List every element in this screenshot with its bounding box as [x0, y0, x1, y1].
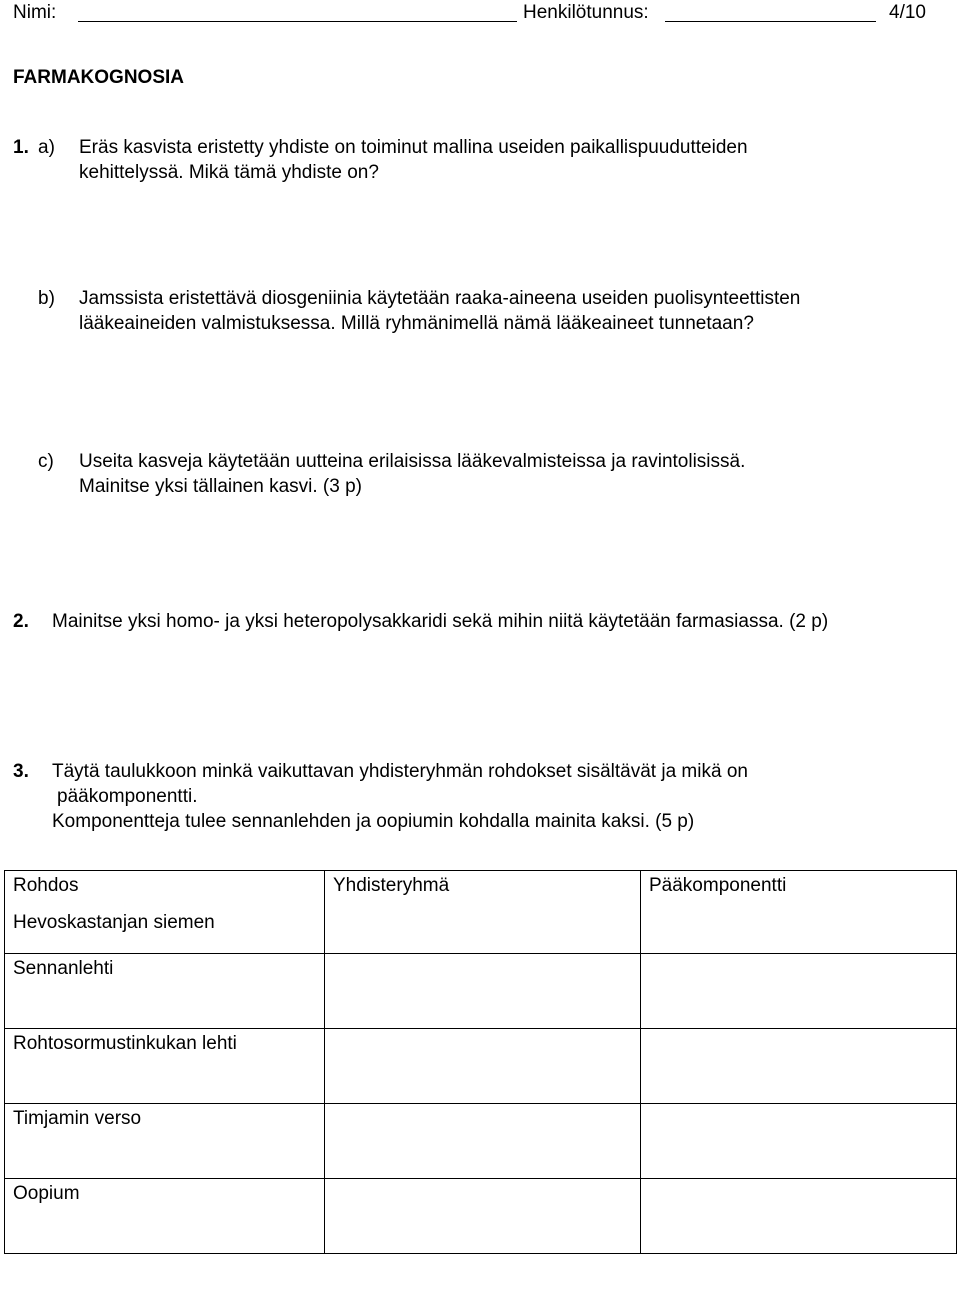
q1-c-line2: Mainitse yksi tällainen kasvi. (3 p)	[79, 476, 362, 497]
table-row	[5, 908, 957, 954]
q1-c-line1: Useita kasveja käytetään uutteina erilaisissa lääkevalmisteissa ja ravintolisissä.	[79, 451, 746, 472]
row-label: Sennanlehti	[5, 954, 325, 1029]
answer-table	[4, 870, 957, 1254]
q3-line1: Täytä taulukkoon minkä vaikuttavan yhdisteryhmän rohdokset sisältävät ja mikä on	[52, 761, 748, 782]
table-row	[5, 1179, 957, 1254]
q2-text: Mainitse yksi homo- ja yksi heteropolysakkaridi sekä mihin niitä käytetään farmasiassa. (2 p)	[52, 611, 829, 632]
q1-a-label: a)	[38, 137, 55, 158]
q1-b-line1: Jamssista eristettävä diosgeniinia käytetään raaka-aineena useiden puolisynteettisten	[79, 288, 801, 309]
header-rohdos: Rohdos	[5, 871, 325, 909]
answer-cell[interactable]	[641, 1029, 957, 1104]
q3-line2: pääkomponentti.	[57, 786, 198, 807]
answer-cell[interactable]	[641, 954, 957, 1029]
table-row	[5, 1104, 957, 1179]
answer-cell[interactable]	[641, 1104, 957, 1179]
header-yhdisteryhma: Yhdisteryhmä	[325, 871, 641, 909]
q3-line3: Komponentteja tulee sennanlehden ja oopiumin kohdalla mainita kaksi. (5 p)	[52, 811, 695, 832]
name-label: Nimi:	[13, 2, 57, 23]
q2-number: 2.	[13, 611, 29, 632]
row-label: Rohtosormustinkukan lehti	[5, 1029, 325, 1104]
answer-cell[interactable]	[325, 954, 641, 1029]
row-label: Oopium	[5, 1179, 325, 1254]
q1-a-line1: Eräs kasvista eristetty yhdiste on toiminut mallina useiden paikallispuudutteiden	[79, 137, 748, 158]
id-field[interactable]	[665, 21, 876, 22]
q1-c-label: c)	[38, 451, 54, 472]
q3-number: 3.	[13, 761, 29, 782]
answer-cell[interactable]	[641, 1179, 957, 1254]
table-header-row	[5, 871, 957, 909]
row-label: Timjamin verso	[5, 1104, 325, 1179]
table-row	[5, 954, 957, 1029]
answer-cell[interactable]	[325, 1179, 641, 1254]
id-label: Henkilötunnus:	[523, 2, 649, 23]
q1-number: 1.	[13, 137, 29, 158]
q1-b-label: b)	[38, 288, 55, 309]
header-paakomponentti: Pääkomponentti	[641, 871, 957, 909]
q1-b-line2: lääkeaineiden valmistuksessa. Millä ryhmänimellä nämä lääkeaineet tunnetaan?	[79, 313, 754, 334]
name-field[interactable]	[78, 21, 517, 22]
section-title: FARMAKOGNOSIA	[13, 67, 184, 88]
table-row	[5, 1029, 957, 1104]
page-number: 4/10	[889, 2, 926, 23]
q1-a-line2: kehittelyssä. Mikä tämä yhdiste on?	[79, 162, 379, 183]
answer-cell[interactable]	[325, 1104, 641, 1179]
answer-cell[interactable]	[325, 1029, 641, 1104]
row-label: Hevoskastanjan siemen	[5, 908, 325, 954]
answer-cell[interactable]	[641, 908, 957, 954]
answer-cell[interactable]	[325, 908, 641, 954]
